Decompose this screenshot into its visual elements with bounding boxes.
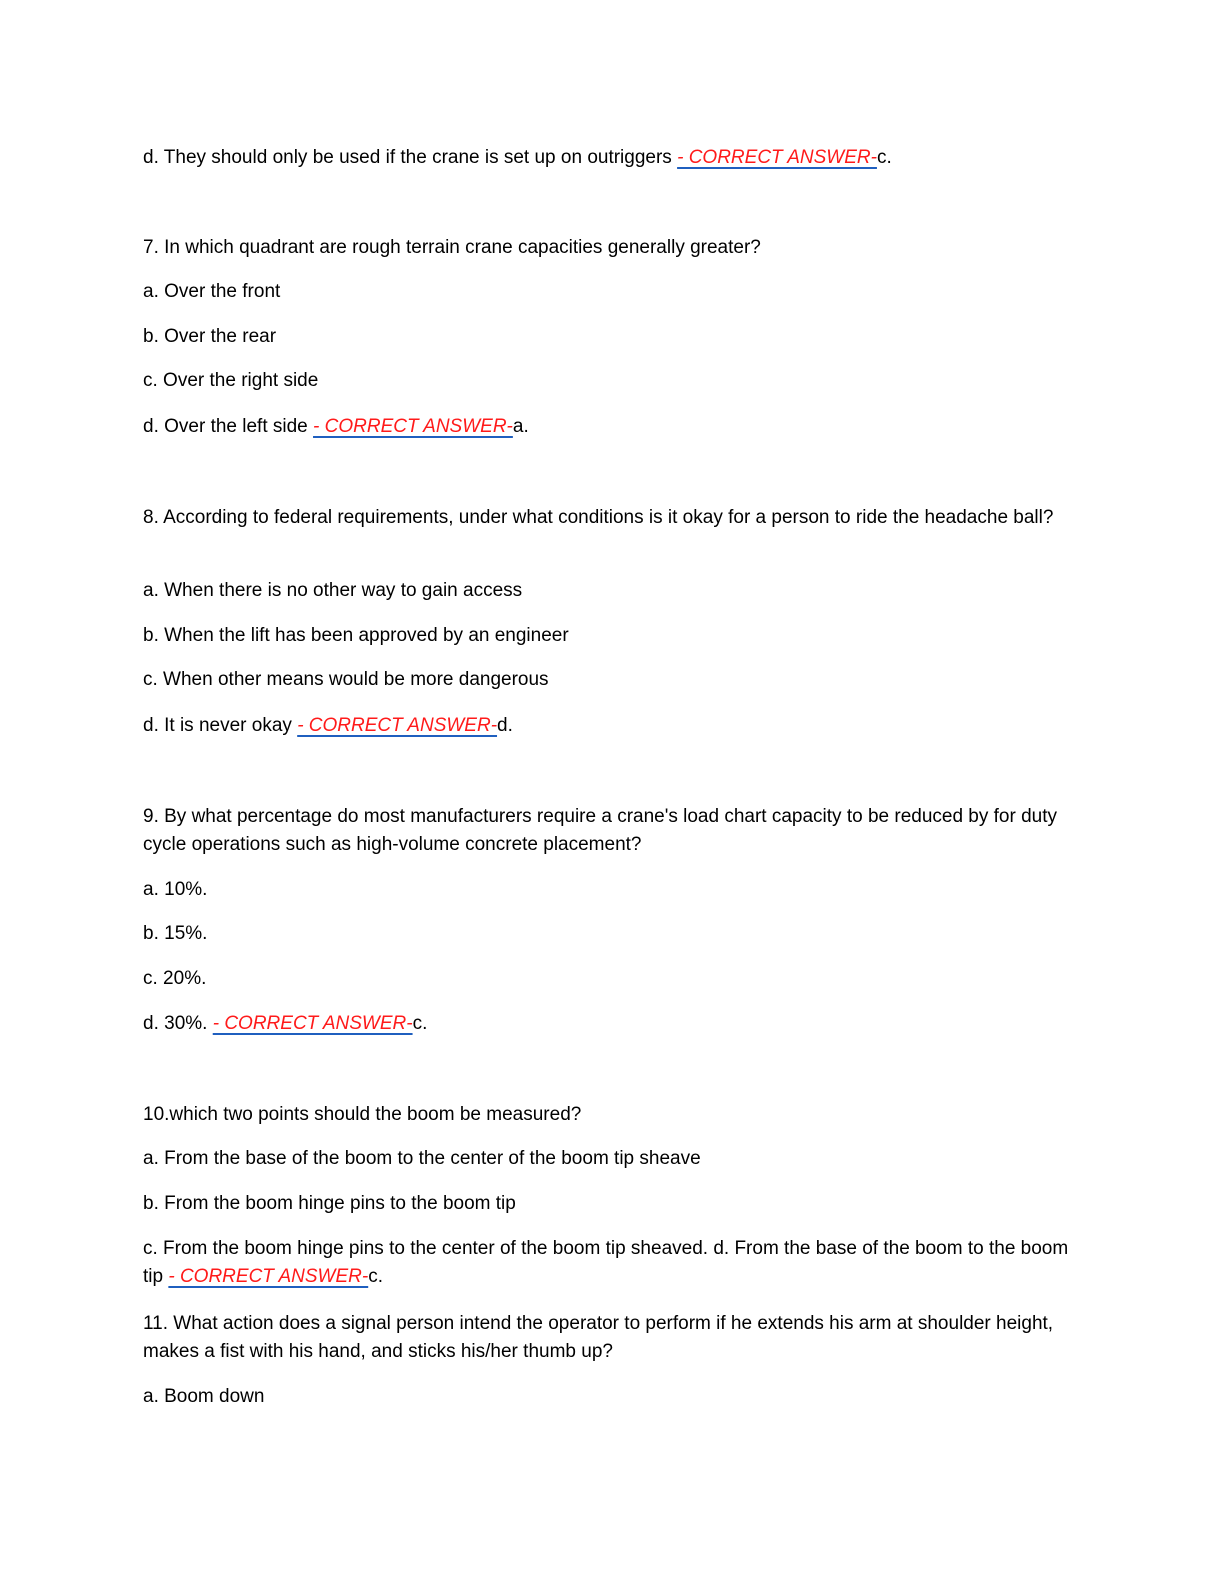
q11-question: 11. What action does a signal person intend the operator to perform if he extends his arm at shoulder height, makes a fist with his hand, and sticks his/her thumb up? xyxy=(143,1313,1054,1362)
q9-option-d: d. 30%. - CORRECT ANSWER-c. xyxy=(143,1013,428,1034)
q10-option-c-d: c. From the boom hinge pins to the center of the boom tip sheaved. d. From the base of the boom to the boom tip - CORRECT ANSWER-c. xyxy=(143,1238,1069,1287)
q7-option-d: d. Over the left side - CORRECT ANSWER-a. xyxy=(143,416,529,437)
q9-option-c: c. 20%. xyxy=(143,968,207,989)
q8-question: 8. According to federal requirements, under what conditions is it okay for a person to ride the headache ball? xyxy=(143,507,1054,528)
q10-option-a: a. From the base of the boom to the center of the boom tip sheave xyxy=(143,1148,701,1169)
q8-option-d: d. It is never okay - CORRECT ANSWER-d. xyxy=(143,715,513,736)
q9-option-b: b. 15%. xyxy=(143,923,208,944)
q10-option-b: b. From the boom hinge pins to the boom tip xyxy=(143,1193,516,1214)
correct-answer-marker: - CORRECT ANSWER- xyxy=(212,1013,413,1034)
q6-answer: c. xyxy=(876,147,892,168)
q7-option-a: a. Over the front xyxy=(143,281,281,302)
q6-option-d: d. They should only be used if the crane is set up on outriggers - CORRECT ANSWER-c. xyxy=(143,147,892,168)
q9-question: 9. By what percentage do most manufacturers require a crane's load chart capacity to be reduced by for duty cycle operations such as high-volume concrete placement? xyxy=(143,806,1058,855)
q11-option-a: a. Boom down xyxy=(143,1386,265,1407)
correct-answer-marker: - CORRECT ANSWER- xyxy=(313,416,513,437)
q7-option-c: c. Over the right side xyxy=(143,370,319,391)
q8-answer: d. xyxy=(497,715,513,736)
correct-answer-marker: - CORRECT ANSWER- xyxy=(677,147,877,168)
q8-option-a: a. When there is no other way to gain access xyxy=(143,580,523,601)
correct-answer-marker: - CORRECT ANSWER- xyxy=(168,1266,369,1287)
q8-option-b: b. When the lift has been approved by an engineer xyxy=(143,625,569,646)
q7-question: 7. In which quadrant are rough terrain crane capacities generally greater? xyxy=(143,237,761,258)
q7-option-b: b. Over the rear xyxy=(143,326,277,347)
q7-answer: a. xyxy=(512,416,529,437)
correct-answer-marker: - CORRECT ANSWER- xyxy=(297,715,498,736)
q9-answer: c. xyxy=(412,1013,428,1034)
q10-answer: c. xyxy=(368,1266,383,1287)
q8-option-c: c. When other means would be more dangerous xyxy=(143,669,549,690)
q9-option-a: a. 10%. xyxy=(143,879,208,900)
q10-question: 10.which two points should the boom be measured? xyxy=(143,1104,582,1125)
